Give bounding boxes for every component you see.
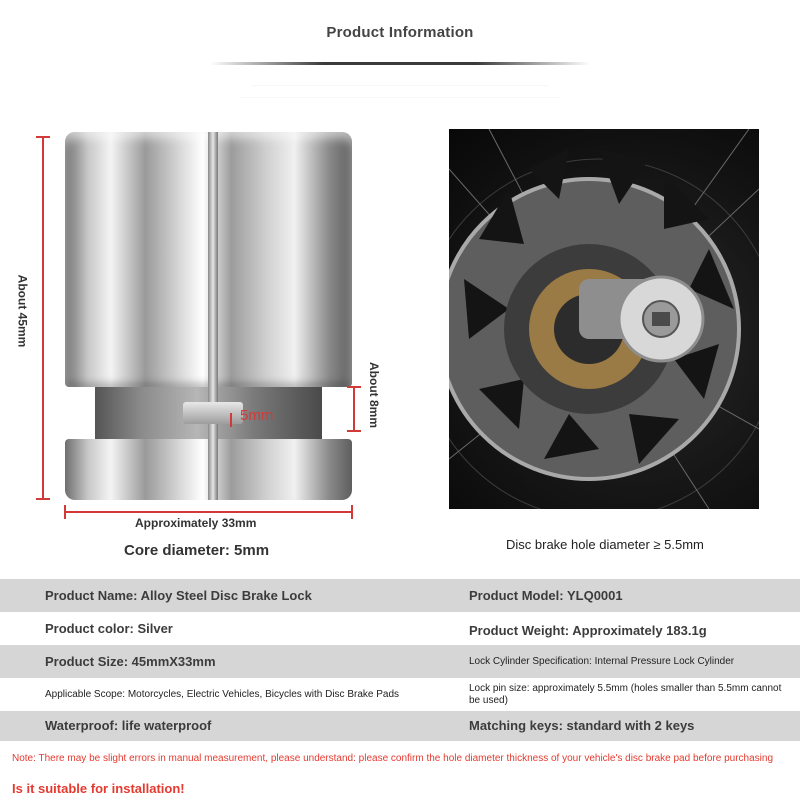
fine-print-line-2: …………………………………………………………………………………………………………………………………………………………………………………………………………………… [240,94,560,99]
height-dimension-line [42,136,44,500]
fine-print-line-1: …………………………………………………………………………………………………………………………………………………………………………………………………… [252,82,548,87]
measurement-note: Note: There may be slight errors in manual measurement, please understand: please confirm the hole diameter thickness of your vehicle's disc brake pad before purchasing [12,753,774,764]
groove-dimension-line [353,386,355,432]
groove-dimension-cap-bottom [347,430,361,432]
spec-row-size [0,645,800,678]
width-dimension-cap-left [64,505,66,519]
width-dimension-cap-right [351,505,353,519]
product-photo [449,129,759,509]
installation-warning: Is it suitable for installation! [12,781,185,796]
spec-lock-pin-size: Lock pin size: approximately 5.5mm (holes smaller than 5.5mm cannot be used) [469,682,782,706]
height-label: About 45mm [15,274,30,348]
height-dimension-cap-top [36,136,50,138]
cylinder-seam [208,132,218,500]
spec-applicable-scope: Applicable Scope: Motorcycles, Electric Vehicles, Bicycles with Disc Brake Pads [45,688,400,700]
spec-waterproof: Waterproof: life waterproof [45,718,212,733]
spec-product-model: Product Model: YLQ0001 [469,587,623,603]
height-dimension-cap-bottom [36,498,50,500]
spec-row-name [0,579,800,612]
spec-row-waterproof [0,711,800,741]
width-dimension-line [65,511,352,513]
title-divider [210,62,590,65]
spec-product-weight: Product Weight: Approximately 183.1g [469,622,707,638]
lock-pin [183,402,243,424]
spec-product-size: Product Size: 45mmX33mm [45,653,216,669]
page-title: Product Information [326,24,474,41]
groove-label: About 8mm [367,362,381,428]
disc-hole-caption: Disc brake hole diameter ≥ 5.5mm [506,537,704,552]
core-diameter-caption: Core diameter: 5mm [124,542,270,559]
pin-dimension-line [230,413,232,427]
lock-dimension-diagram [0,120,400,580]
spec-row-scope [0,678,800,711]
width-label: Approximately 33mm [135,516,257,530]
spec-lock-cylinder: Lock Cylinder Specification: Internal Pressure Lock Cylinder [469,655,735,667]
spec-product-color: Product color: Silver [45,620,173,636]
disc-brake-illustration [449,129,759,509]
pin-label: 5mm [240,407,274,424]
spec-row-color [0,612,800,645]
spec-matching-keys: Matching keys: standard with 2 keys [469,718,695,733]
groove-dimension-cap-top [347,386,361,388]
spec-product-name: Product Name: Alloy Steel Disc Brake Lock [45,587,312,603]
lock-cylinder [65,132,352,500]
